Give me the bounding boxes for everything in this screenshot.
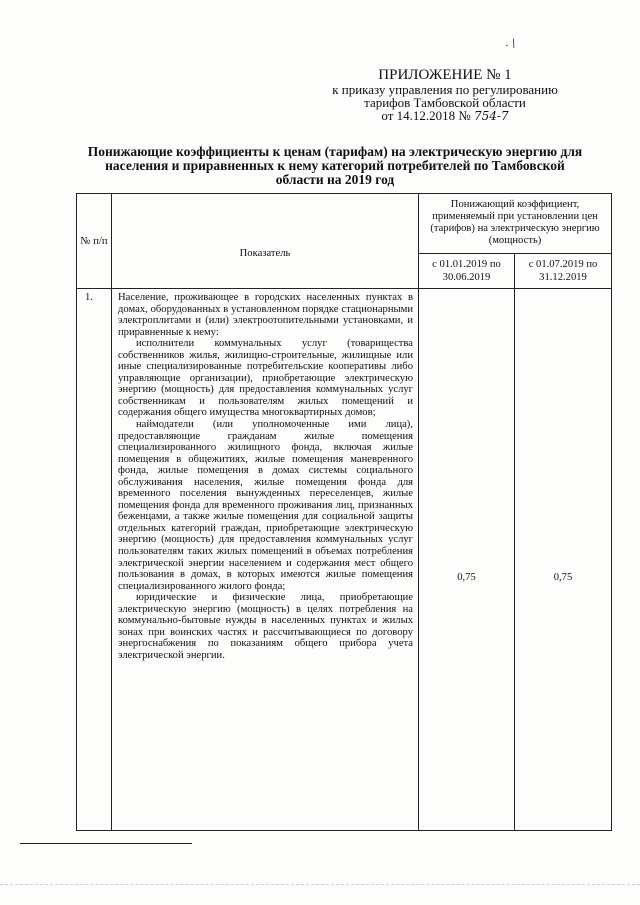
row-number: 1. [77,289,112,831]
coefficients-table [76,193,612,831]
row-indicator-text [112,289,419,831]
row-value-period-1: 0,75 [419,289,515,831]
row-paragraph-utilities: исполнители коммунальных услуг (товарищества собственников жилья, жилищно-строительные, жилищные или иные специализированные потребительские кооперативы либо управляющие организации), приобретающие электрическую энергию (мощность) для предоставления коммунальных услуг собственникам и пользователям жилых помещений и содержания общего имущества многоквартирных домов; [118,338,413,419]
column-header-period-1: с 01.01.2019 по 30.06.2019 [419,253,515,288]
table-row [77,289,612,831]
annex-authority-line: тарифов Тамбовской области [364,95,526,110]
column-header-indicator: Показатель [112,194,419,289]
document-title: Понижающие коэффициенты к ценам (тарифам) на электрическую энергию для населения и приравненных к нему категорий потребителей по Тамбовской области на 2019 год [87,144,583,187]
handwritten-order-number: 754-7 [474,109,509,123]
scan-edge-artifact [0,884,640,889]
row-value-period-2: 0,75 [515,289,612,831]
row-paragraph-legal-entities: юридические и физические лица, приобретающие электрическую энергию (мощность) в целях потребления на коммунально-бытовые нужды в населенных пунктах и жилых зонах при воинских частях и рассчитывающиеся по договору энергоснабжения по показаниям общего прибора учета электрической энергии. [118,592,413,661]
annex-title: ПРИЛОЖЕНИЕ № 1 [378,67,512,83]
annex-date: от 14.12.2018 № [381,108,471,123]
row-paragraph-landlords: наймодатели (или уполномоченные ими лица), предоставляющие гражданам жилые помещения специализированного жилищного фонда, включая жилые помещения в общежитиях, жилые помещения маневренного фонда, жилые помещения в домах системы социального обслуживания населения, жилые помещения фонда для временного поселения вынужденных переселенцев, жилые помещения фонда для временного проживания лиц, признанных беженцами, а также жилые помещения для социальной защиты отдельных категорий граждан, приобретающие электрическую энергию (мощность) для предоставления коммунальных услуг пользователям таких жилых помещений в объемах потребления электрической энергии населением и содержания мест общего пользования в домах, в которых имеются жилые помещения специализированного жилого фонда; [118,419,413,592]
handwritten-mark: · / [503,36,518,53]
column-header-coefficient: Понижающий коэффициент, применяемый при установлении цен (тарифов) на электрическую энергию (мощность) [419,194,612,254]
footnote-separator [20,843,192,844]
appendix-header [300,68,590,123]
table-header-row [77,194,612,254]
column-header-period-2: с 01.07.2019 по 31.12.2019 [515,253,612,288]
annex-date-line [300,109,590,123]
column-header-number: № п/п [77,194,112,289]
row-paragraph-main: Население, проживающее в городских населенных пунктах в домах, оборудованных в установленном порядке стационарными электроплитами и (или) электроотопительными установками, и приравненные к нему: [118,292,413,338]
annex-order-line: к приказу управления по регулированию [332,82,558,97]
